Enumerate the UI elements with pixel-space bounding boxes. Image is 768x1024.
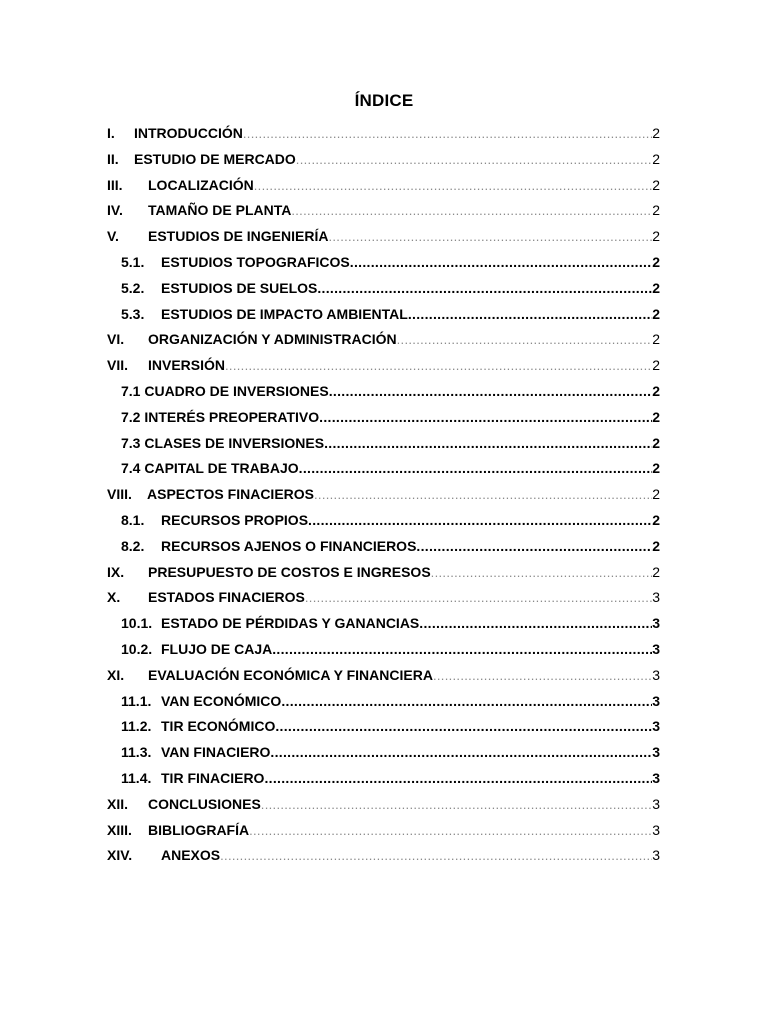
toc-entry-label: ASPECTOS FINACIEROS — [147, 486, 314, 503]
toc-entry-page-number: 2 — [652, 279, 660, 296]
toc-entry-label: ESTUDIO DE MERCADO — [134, 150, 296, 167]
toc-entry-page-number: 3 — [652, 718, 660, 735]
toc-dot-leader — [397, 332, 653, 347]
toc-entry[interactable] — [0, 430, 768, 456]
toc-entry-label: TIR ECONÓMICO — [161, 718, 276, 735]
toc-dot-leader — [296, 152, 652, 167]
toc-entry-number: V. — [107, 228, 119, 245]
toc-entry-line — [148, 564, 660, 580]
toc-entry-line — [121, 460, 660, 476]
toc-entry-label: FLUJO DE CAJA — [161, 640, 273, 657]
toc-entry-page-number: 2 — [652, 537, 660, 554]
table-of-contents — [0, 120, 768, 868]
toc-dot-leader — [317, 280, 652, 296]
toc-dot-leader — [305, 590, 652, 605]
toc-entry-line — [148, 177, 660, 193]
toc-dot-leader — [281, 693, 652, 709]
toc-entry-label: RECURSOS PROPIOS — [161, 511, 309, 528]
toc-entry-page-number: 3 — [652, 769, 660, 786]
toc-dot-leader — [328, 229, 652, 244]
toc-entry-label: ORGANIZACIÓN Y ADMINISTRACIÓN — [148, 331, 397, 348]
toc-entry-line — [148, 796, 660, 812]
page-title: ÍNDICE — [354, 91, 414, 110]
toc-entry[interactable] — [0, 817, 768, 843]
toc-entry-label: VAN FINACIERO — [161, 744, 271, 761]
toc-entry-line — [161, 770, 660, 786]
toc-entry-label: ESTUDIOS DE INGENIERÍA — [148, 228, 329, 245]
toc-dot-leader — [220, 848, 652, 863]
toc-entry-number: 11.4. — [121, 769, 152, 786]
toc-dot-leader — [319, 409, 652, 425]
toc-entry-line — [148, 331, 660, 347]
toc-dot-leader — [249, 823, 652, 838]
toc-entry-label: ESTADOS FINACIEROS — [148, 589, 305, 606]
toc-entry-line — [121, 435, 660, 451]
toc-entry-line — [161, 254, 660, 270]
toc-entry-page-number: 2 — [652, 460, 660, 477]
toc-entry-label: INTRODUCCIÓN — [134, 125, 243, 141]
toc-entry-number: 8.2. — [121, 537, 145, 554]
toc-entry-line — [161, 280, 660, 296]
toc-entry-number: 11.3. — [121, 744, 152, 761]
toc-entry[interactable] — [0, 584, 768, 610]
toc-entry-page-number: 3 — [652, 795, 660, 812]
toc-entry-number: 5.2. — [121, 279, 145, 296]
toc-entry-line — [148, 228, 660, 244]
toc-dot-leader — [243, 126, 652, 141]
toc-entry-number: IX. — [107, 563, 125, 580]
toc-entry-number: 8.1. — [121, 511, 145, 528]
toc-dot-leader — [264, 770, 652, 786]
toc-entry-line — [148, 667, 660, 683]
toc-entry-page-number: 2 — [652, 305, 660, 322]
toc-entry-line — [148, 589, 660, 605]
toc-dot-leader — [225, 358, 652, 373]
toc-entry-number: XIV. — [107, 847, 133, 864]
toc-entry[interactable] — [0, 481, 768, 507]
toc-entry-label: TAMAÑO DE PLANTA — [148, 202, 292, 219]
toc-entry-label: VAN ECONÓMICO — [161, 692, 282, 709]
toc-entry[interactable] — [0, 559, 768, 585]
toc-dot-leader — [299, 460, 653, 476]
toc-entry-label: 7.3 CLASES DE INVERSIONES — [121, 434, 325, 451]
toc-entry-line — [148, 822, 660, 838]
toc-entry-line — [148, 202, 660, 218]
toc-entry[interactable] — [0, 739, 768, 765]
toc-entry-label: 7.1 CUADRO DE INVERSIONES — [121, 382, 329, 399]
toc-entry[interactable] — [0, 326, 768, 352]
toc-entry-page-number: 2 — [652, 125, 660, 141]
toc-entry[interactable] — [0, 610, 768, 636]
toc-dot-leader — [324, 435, 652, 451]
toc-entry-page-number: 3 — [652, 615, 660, 632]
toc-entry-page-number: 2 — [652, 253, 660, 270]
toc-entry-page-number: 2 — [652, 563, 660, 580]
toc-entry-number: 10.1. — [121, 615, 153, 632]
toc-entry[interactable] — [0, 146, 768, 172]
toc-dot-leader — [408, 306, 652, 322]
toc-entry-line — [161, 718, 660, 734]
toc-dot-leader — [314, 487, 652, 502]
toc-entry[interactable] — [0, 275, 768, 301]
toc-entry-page-number: 2 — [652, 150, 660, 167]
toc-entry-page-number: 3 — [652, 744, 660, 761]
toc-entry-label: 7.4 CAPITAL DE TRABAJO — [121, 460, 299, 477]
toc-entry[interactable] — [0, 197, 768, 223]
toc-entry-number: I. — [107, 125, 115, 141]
toc-entry-label: BIBLIOGRAFÍA — [148, 821, 250, 838]
toc-entry-page-number: 2 — [652, 202, 660, 219]
toc-entry-line — [134, 151, 660, 167]
toc-entry-page-number: 3 — [652, 821, 660, 838]
toc-entry[interactable] — [0, 791, 768, 817]
toc-entry-page-number: 3 — [652, 666, 660, 683]
toc-entry[interactable] — [0, 301, 768, 327]
toc-entry[interactable] — [0, 688, 768, 714]
toc-entry-label: ESTUDIOS DE SUELOS — [161, 279, 318, 296]
toc-entry-number: II. — [107, 150, 119, 167]
toc-entry-line — [161, 847, 660, 863]
toc-dot-leader — [272, 641, 652, 657]
toc-entry-page-number: 2 — [652, 357, 660, 374]
toc-entry-page-number: 3 — [652, 640, 660, 657]
toc-entry[interactable] — [0, 455, 768, 481]
toc-entry-line — [161, 538, 660, 554]
toc-entry-line — [161, 615, 660, 631]
toc-entry-line — [161, 693, 660, 709]
toc-entry-number: XI. — [107, 666, 125, 683]
toc-entry-number: IV. — [107, 202, 123, 219]
toc-entry-page-number: 2 — [652, 176, 660, 193]
toc-entry-line — [121, 409, 660, 425]
toc-entry-page-number: 2 — [652, 511, 660, 528]
toc-dot-leader — [329, 383, 652, 399]
toc-entry-number: XIII. — [107, 821, 132, 838]
toc-entry-number: 5.1. — [121, 253, 145, 270]
toc-entry[interactable] — [0, 120, 768, 146]
toc-entry[interactable] — [0, 713, 768, 739]
toc-entry-page-number: 3 — [652, 692, 660, 709]
toc-entry[interactable] — [0, 533, 768, 559]
toc-dot-leader — [431, 565, 653, 580]
toc-entry-page-number: 2 — [652, 228, 660, 245]
toc-entry-label: RECURSOS AJENOS O FINANCIEROS — [161, 537, 417, 554]
toc-entry-label: ANEXOS — [161, 847, 221, 864]
toc-entry-number: XII. — [107, 795, 129, 812]
toc-entry-number: VI. — [107, 331, 125, 348]
toc-entry-number: 5.3. — [121, 305, 145, 322]
toc-entry-line — [161, 306, 660, 322]
toc-entry-label: EVALUACIÓN ECONÓMICA Y FINANCIERA — [148, 666, 433, 683]
toc-entry-label: ESTADO DE PÉRDIDAS Y GANANCIAS — [161, 615, 420, 632]
toc-entry-page-number: 3 — [652, 589, 660, 606]
toc-entry[interactable] — [0, 404, 768, 430]
toc-dot-leader — [433, 668, 652, 683]
toc-entry-label: CONCLUSIONES — [148, 795, 261, 812]
toc-entry-label: PRESUPUESTO DE COSTOS E INGRESOS — [148, 563, 431, 580]
toc-dot-leader — [254, 178, 652, 193]
toc-entry-number: III. — [107, 176, 123, 193]
toc-entry-line — [147, 486, 660, 502]
toc-entry-page-number: 2 — [652, 331, 660, 348]
toc-entry-page-number: 2 — [652, 382, 660, 399]
toc-entry-label: ESTUDIOS TOPOGRAFICOS — [161, 253, 350, 270]
toc-entry-label: ESTUDIOS DE IMPACTO AMBIENTAL — [161, 305, 408, 322]
toc-entry-line — [161, 744, 660, 760]
toc-dot-leader — [308, 512, 652, 528]
toc-entry-page-number: 2 — [652, 408, 660, 425]
toc-dot-leader — [291, 203, 652, 218]
toc-entry-label: 7.2 INTERÉS PREOPERATIVO — [121, 408, 320, 425]
toc-entry-label: TIR FINACIERO — [161, 769, 265, 786]
toc-entry-line — [148, 357, 660, 373]
toc-entry-label: INVERSIÓN — [148, 357, 226, 374]
toc-dot-leader — [416, 538, 652, 554]
toc-entry-number: VII. — [107, 357, 129, 374]
toc-dot-leader — [261, 797, 652, 812]
toc-dot-leader — [275, 718, 652, 734]
toc-entry-line — [134, 125, 660, 141]
toc-entry-number: X. — [107, 589, 121, 606]
toc-entry[interactable] — [0, 842, 768, 868]
toc-entry-line — [121, 383, 660, 399]
toc-dot-leader — [350, 254, 652, 270]
toc-entry-label: LOCALIZACIÓN — [148, 176, 254, 193]
toc-entry-number: 11.1. — [121, 692, 152, 709]
toc-entry[interactable] — [0, 507, 768, 533]
toc-entry-number: 11.2. — [121, 718, 152, 735]
toc-entry-page-number: 3 — [652, 847, 660, 864]
toc-entry-line — [161, 641, 660, 657]
toc-entry[interactable] — [0, 223, 768, 249]
toc-entry-number: 10.2. — [121, 640, 153, 657]
toc-entry[interactable] — [0, 352, 768, 378]
toc-entry[interactable] — [0, 765, 768, 791]
toc-entry-page-number: 2 — [652, 434, 660, 451]
toc-entry-number: VIII. — [107, 486, 132, 503]
toc-entry-line — [161, 512, 660, 528]
toc-dot-leader — [419, 615, 652, 631]
toc-entry[interactable] — [0, 249, 768, 275]
toc-entry[interactable] — [0, 378, 768, 404]
toc-entry[interactable] — [0, 662, 768, 688]
toc-dot-leader — [270, 744, 652, 760]
toc-entry[interactable] — [0, 636, 768, 662]
toc-entry-page-number: 2 — [652, 486, 660, 503]
toc-entry[interactable] — [0, 172, 768, 198]
